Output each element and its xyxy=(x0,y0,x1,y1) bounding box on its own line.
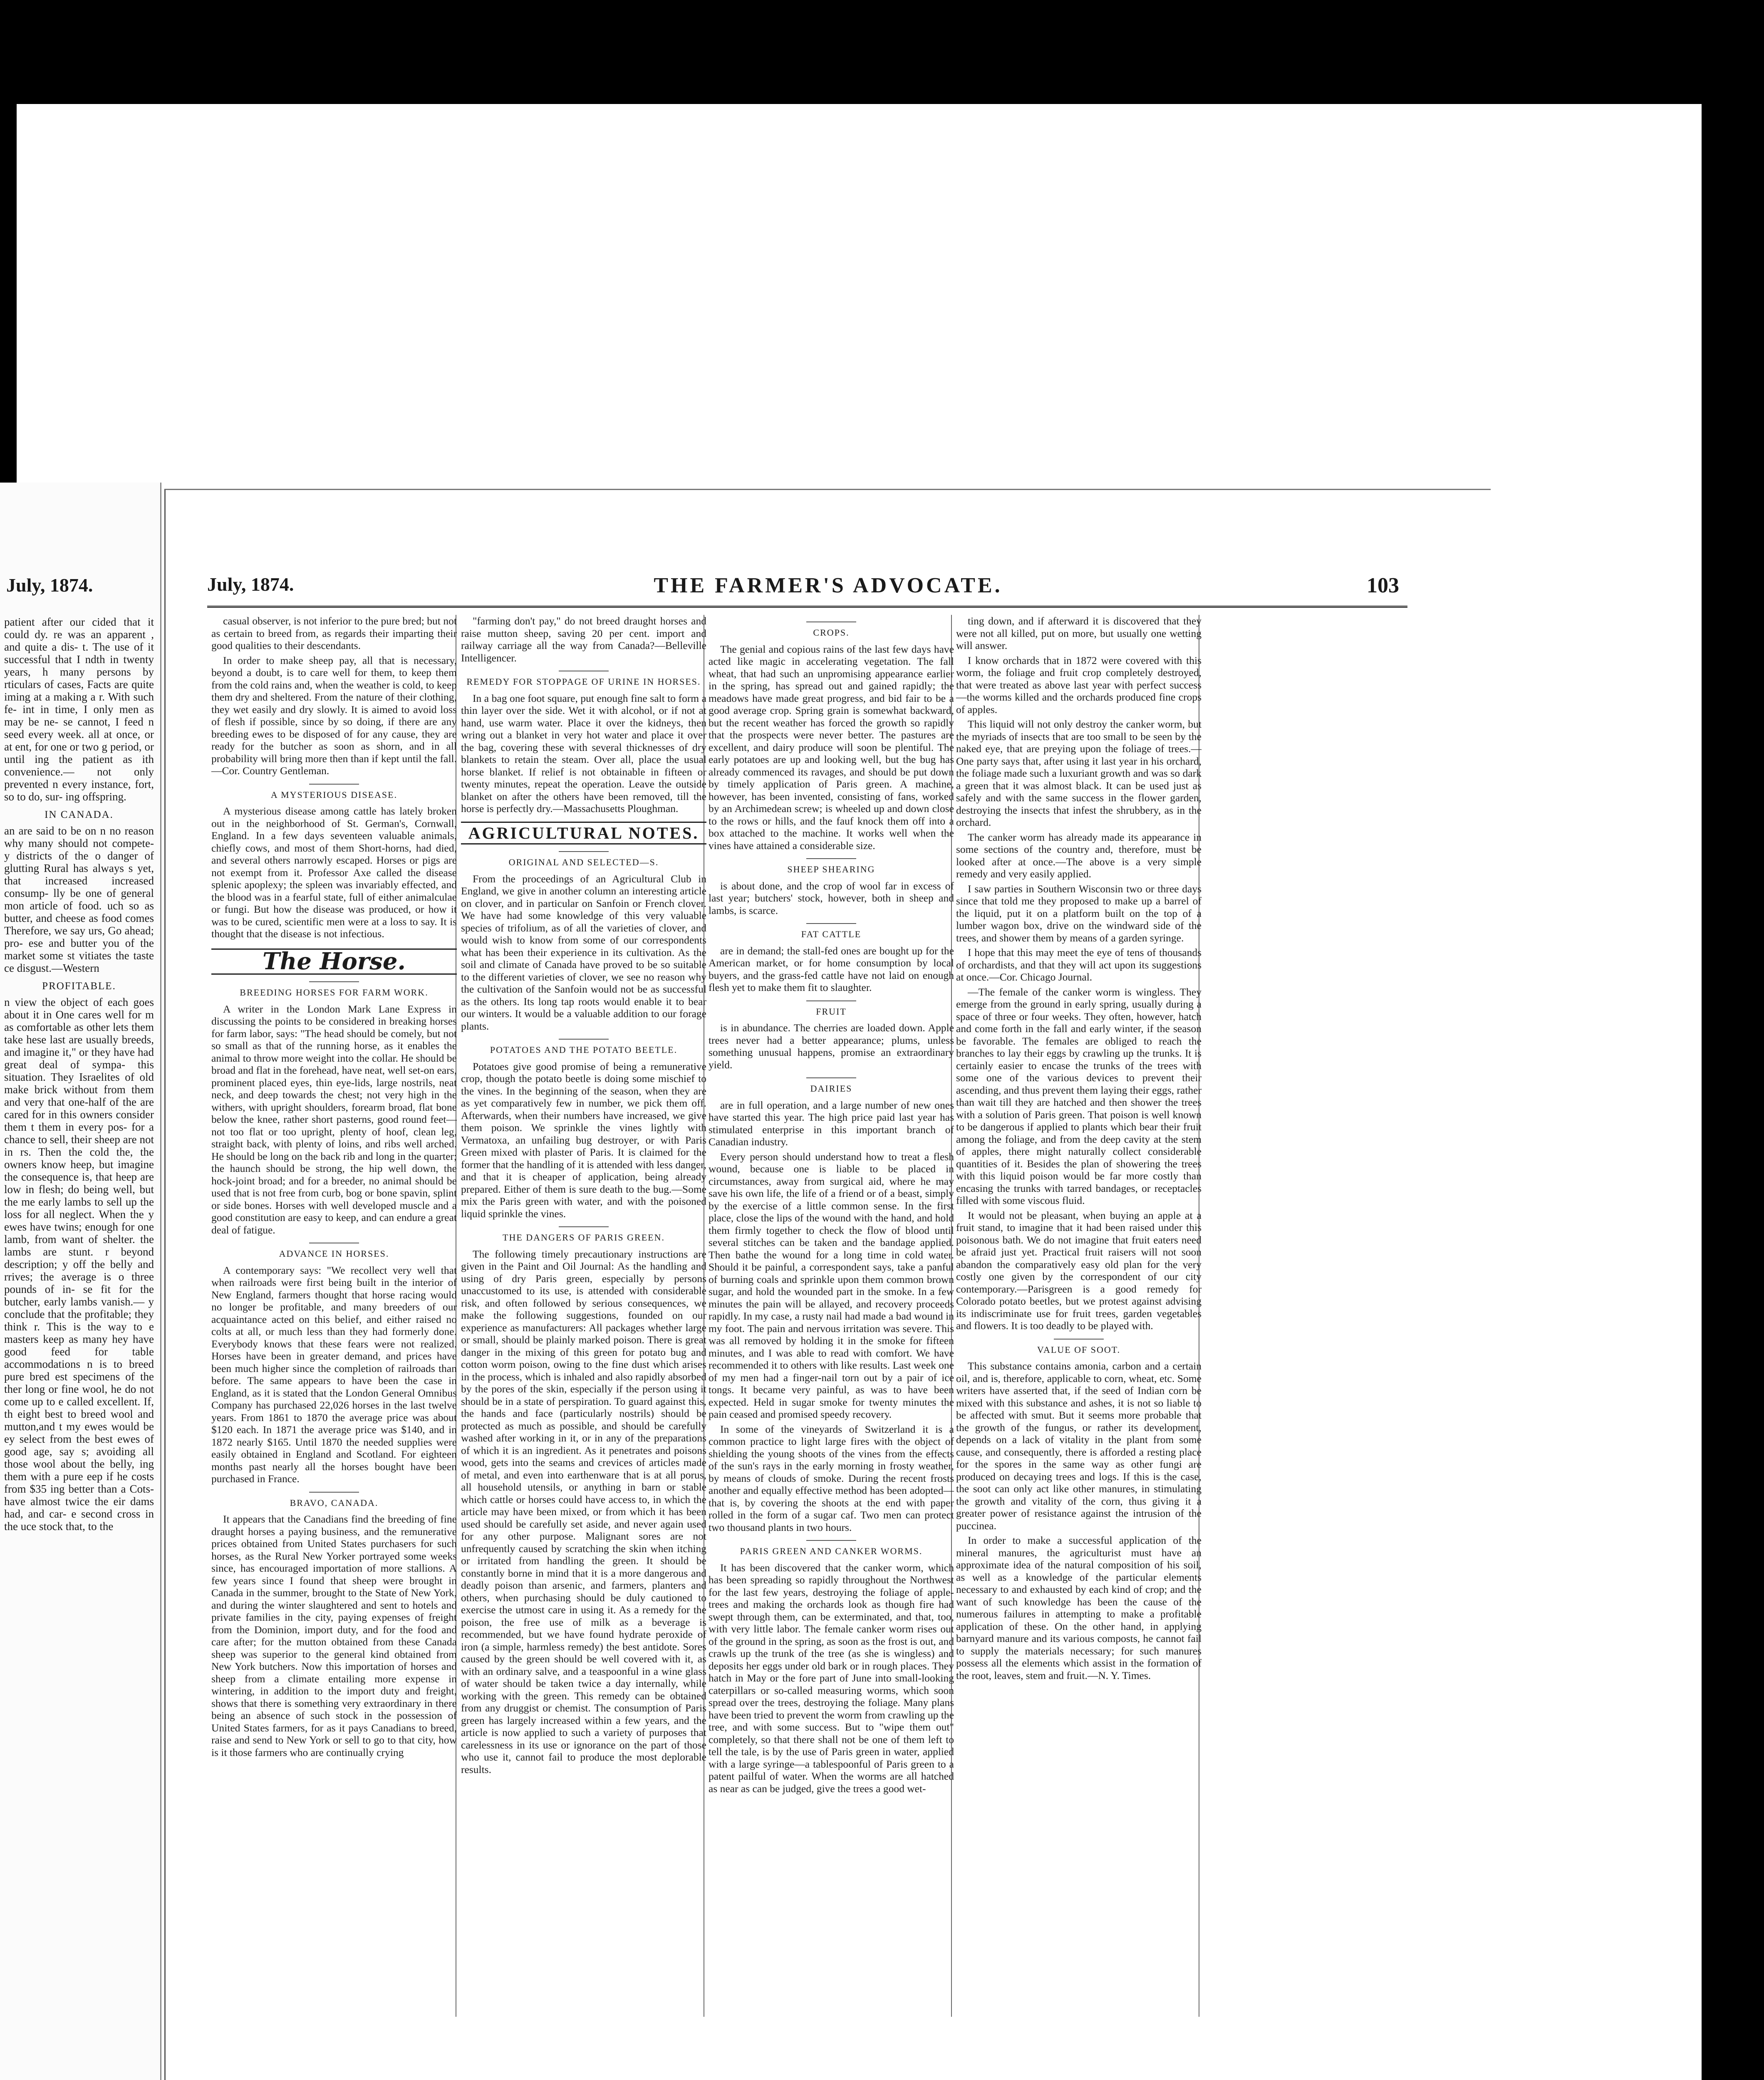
prev-page-date: July, 1874. xyxy=(6,574,93,596)
paragraph: In a bag one foot square, put enough fine salt to form a thin layer over the side. Wet it with alcohol, or if not at hand, use warm water. Place it over the kidneys, then wring out a blanket in very hot water and place it over the bag, covering these with several thicknesses of dry blankets to retain the steam. Over all, place the usual horse blanket. If relief is not obtainable in fifteen or twenty minutes, repeat the operation. Leave the outside blanket on after the others have been removed, till the horse is perfectly dry.—Massachusetts Ploughman. xyxy=(461,692,706,815)
column-2 xyxy=(461,615,706,1778)
paragraph: are in full operation, and a large number of new ones have started this year. The high price paid last year has stimulated enterprise in this important branch of Canadian industry. xyxy=(709,1099,954,1148)
paragraph: casual observer, is not inferior to the pure bred; but not as certain to breed from, as regards their imparting their good qualities to their descendants. xyxy=(211,615,457,651)
previous-page-fragment xyxy=(0,483,161,2080)
paragraph: are in demand; the stall-fed ones are bought up for the American market, or for home consumption by local buyers, and the grass-fed cattle have not laid on enough flesh yet to make them fit to slaughter. xyxy=(709,944,954,993)
paragraph: A mysterious disease among cattle has lately broken out in the neighborhood of St. German's, Cornwall, England. In a few days seventeen valuable animals, chiefly cows, and most of them Short-horns, had died, and several others narrowly escaped. Horses or pigs are not exempt from it. Professor Axe called the disease splenic apoplexy; the spleen was invariably effected, and the blood was in a fearful state, full of either animalculae or fungi. But how the disease was produced, or how it was to be cured, scientific men were at a loss to say. It is thought that the disease is not infectious. xyxy=(211,805,457,940)
paragraph: is in abundance. The cherries are loaded down. Apple trees never had a better appearance; plums, unless something unusual happens, promise an extraordinary yield. xyxy=(709,1022,954,1071)
paragraph: ting down, and if afterward it is discovered that they were not all killed, put on more, but usually one wetting will answer. xyxy=(956,615,1202,651)
paragraph: From the proceedings of an Agricultural Club in England, we give in another column an interesting article on clover, and in particular on Sanfoin or French clover. We have had some knowledge of this very valuable species of trifolium, as of all the varieties of clover, and would wish to know from some of our correspondents what has been their experience in its cultivation. As the soil and climate of Canada have proved to be so suitable to the different varieties of clover, we see no reason why the cultivation of the Sanfoin would not be as successful as the others. Its long tap roots would enable it to bear our winters. It would be a valuable addition to our forage plants. xyxy=(461,872,706,1032)
section-heading-agricultural-notes: AGRICULTURAL NOTES. xyxy=(461,822,706,845)
prev-paragraph: patient after our cided that it could dy. re was an apparent , and quite a dis- t. The use of it successful that I ndth in twenty years, h many persons by rticulars of cases, Facts are quite iming at a making a r. With such fe- int in time, I only men as may be ne- se cannot, I feed n seed every week. all at once, or at ent, for one or two g period, or until ing the patient as ith convenience.— not only prevented n every instance, fort, so to do, sur- ing offspring. xyxy=(4,616,154,803)
paragraph: It would not be pleasant, when buying an apple at a fruit stand, to imagine that it had been raised under this poisonous bath. We do not imagine that fruit eaters need be afraid just yet. Practical fruit raisers will not soon abandon the comparatively easy old plan for the very costly one given by the correspondent of our city contemporary.—Parisgreen is a good remedy for Colorado potato beetles, but we protest against advising its indiscriminate use for fruit trees, garden vegetables and flowers. It is too deadly to be played with. xyxy=(956,1209,1202,1332)
article-heading: FAT CATTLE xyxy=(709,923,954,941)
article-heading: PARIS GREEN AND CANKER WORMS. xyxy=(709,1540,954,1558)
paragraph: A contemporary says: "We recollect very well that when railroads were first being built in the interior of New England, farmers thought that horse racing would no longer be profitable, and many breeders of our acquaintance acted on this belief, and either raised no colts at all, or much less than they had formerly done. Everybody knows that these fears were not realized. Horses have been in greater demand, and prices have been much higher since the completion of railroads than before. The same appears to have been the case in England, as it is stated that the London General Omnibus Company has purchased 22,026 horses in the last twelve years. From 1861 to 1870 the average price was about $120 each. In 1871 the average price was $140, and in 1872 nearly $165. Until 1870 the needed supplies were easily obtained in England and Scotland. For eighteen months past nearly all the horses bought have been purchased in France. xyxy=(211,1264,457,1485)
newspaper-page xyxy=(164,489,1491,2080)
article-heading: VALUE OF SOOT. xyxy=(956,1339,1202,1356)
paragraph: This liquid will not only destroy the canker worm, but the myriads of insects that are too small to be seen by the naked eye, that are preying upon the foliage of trees.—One party says that, after using it last year in his orchard, the foliage made such a luxuriant growth and was so dark a green that it was almost black. It can be used just as safely and with the same success in the flower garden, destroying the insects that infest the shrubbery, as in the orchard. xyxy=(956,718,1202,828)
column-1 xyxy=(211,615,457,1761)
paragraph: Every person should understand how to treat a flesh wound, because one is liable to be placed in circumstances, away from surgical aid, where he may save his own life, the life of a friend or of a beast, simply by the exercise of a little common sense. In the first place, close the lips of the wound with the hand, and hold them firmly together to check the flow of blood until several stitches can be taken and the bandage applied. Then bathe the wound for a long time in cold water. Should it be painful, a correspondent says, take a panful of burning coals and sprinkle upon them common brown sugar, and hold the wounded part in the smoke. In a few minutes the pain will be allayed, and recovery proceeds rapidly. In my case, a rusty nail had made a bad wound in my foot. The pain and nervous irritation was severe. This was all removed by holding it in the smoke for fifteen minutes, and I was able to read with comfort. We have recommended it to others with like results. Last week one of my men had a finger-nail torn out by a pair of ice tongs. It became very painful, as was to have been expected. Held in sugar smoke for twenty minutes the pain ceased and promised speedy recovery. xyxy=(709,1150,954,1420)
paragraph: —The female of the canker worm is wingless. They emerge from the ground in early spring, usually during a space of three or four weeks. They often, however, hatch and come forth in the fall and early winter, if the season be favorable. The females are obliged to reach the branches to lay their eggs by crawling up the trunks. It is certainly easier to encase the trunks of the trees with some one of the various devices to prevent their ascending, and thus prevent them laying their eggs, rather than wait till they are hatched and then shower the trees with a solution of Paris green. That poison is well known to be dangerous if applied to plants which bear their fruit among the foliage, and from the deep cavity at the stem of apples, there might naturally collect considerable quantities of it. Besides the plan of showering the trees with this liquid poison would be far more costly than encasing the trunks with tarred bandages, or receptacles filled with some viscous fluid. xyxy=(956,986,1202,1206)
article-heading: CROPS. xyxy=(709,622,954,639)
article-heading: BREEDING HORSES FOR FARM WORK. xyxy=(211,981,457,999)
paragraph: In order to make a successful application of the mineral manures, the agriculturist must have an approximate idea of the natural composition of his soil, as well as a knowledge of the particular elements necessary to and exhausted by each kind of crop; and the want of such knowledge has been the cause of the numerous failures in attempting to make a profitable application of these. On the other hand, in applying barnyard manure and its various composts, he cannot fail to supply the materials necessary; for such manures possess all the elements which assist in the formation of the root, leaves, stem and fruit.—N. Y. Times. xyxy=(956,1534,1202,1681)
article-heading: FRUIT xyxy=(709,1000,954,1018)
paragraph: In some of the vineyards of Switzerland it is a common practice to light large fires with the object of shielding the young shoots of the vines from the effects of the sun's rays in the early morning in frosty weather, by means of clouds of smoke. During the recent frosts another and equally effective method has been adopted—that is, by covering the shoots at the end with paper rolled in the form of a sugar caf. Two men can protect two thousand plants in two hours. xyxy=(709,1423,954,1533)
paragraph: I saw parties in Southern Wisconsin two or three days since that told me they proposed to make up a barrel of the liquid, put it on a platform built on the top of a lumber wagon box, drive on the windward side of the trees, and shower them by means of a garden syringe. xyxy=(956,882,1202,944)
paragraph: is about done, and the crop of wool far in excess of last year; butchers' stock, however, both in sheep and lambs, is scarce. xyxy=(709,879,954,916)
masthead-title: THE FARMER'S ADVOCATE. xyxy=(654,574,1003,597)
page-number: 103 xyxy=(1367,574,1399,597)
prev-page-text xyxy=(4,616,154,1535)
paragraph: The canker worm has already made its appearance in some sections of the country and, therefore, must be looked after at once.—The above is a very simple remedy and very easily applied. xyxy=(956,831,1202,880)
column-4 xyxy=(956,615,1202,1684)
paragraph: A writer in the London Mark Lane Express in discussing the points to be considered in breaking horses for farm labor, says: "The head should be comely, but not so small as that of the running horse, as it enables the animal to throw more weight into the collar. He should be broad and flat in the forehead, have neat, well set-on ears, prominent placed eyes, thin eye-lids, large nostrils, neat neck, and deep towards the chest; not very high in the withers, with upright shoulders, forearm broad, flat bone below the knee, rather short pasterns, good round feet—not too flat or too upright, plenty of hoof, clean leg, straight back, with plenty of loins, and ribs well arched. He should be long on the back rib and long in the quarter; the haunch should be strong, the hip well down, the hock-joint broad; and for a breeder, no animal should be used that is not free from curb, bog or bone spavin, splint or side bones. Horses with well developed muscle and a good constitution are easy to keep, and can endure a great deal of fatigue. xyxy=(211,1003,457,1236)
paragraph: I know orchards that in 1872 were covered with this worm, the foliage and fruit crop completely destroyed, that were treated as above last year with perfect success—the worms killed and the orchards produced fine crops of apples. xyxy=(956,654,1202,716)
paragraph: It has been discovered that the canker worm, which has been spreading so rapidly throughout the Northwest for the last few years, destroying the foliage of apple-trees and making the orchards look as though fire had swept through them, can be exterminated, and that, too, with very little labor. The female canker worm rises out of the ground in the spring, as soon as the frost is out, and crawls up the trunk of the tree (as she is wingless) and deposits her eggs under old bark or in rough places. They hatch in May or the fore part of June into small-looking caterpillars or so-called measuring worms, which soon spread over the trees, destroying the foliage. Many plans have been tried to prevent the worm from crawling up the tree, and with some success. But to "wipe them out" completely, so that there shall not be one of them left to tell the tale, is by the use of Paris green in water, applied with a large syringe—a tablespoonful of Paris green to a patent pailful of water. When the worms are all hatched as near as can be judged, give the trees a good wet- xyxy=(709,1561,954,1795)
prev-heading: PROFITABLE. xyxy=(42,981,116,992)
section-heading-horse: The Horse. xyxy=(211,948,457,975)
paragraph: The genial and copious rains of the last few days have acted like magic in accelerating vegetation. The fall wheat, that had such an unpromising appearance earlier in the spring, has spread out and gained rapidly; the meadows have made great progress, and bid fair to be a good average crop. Spring grain is somewhat backward, but the recent weather has forced the growth so rapidly that the prospects were never better. The pastures are excellent, and dairy produce will soon be plentiful. The early potatoes are up and looking well, but the bug has already commenced its ravages, and should be put down by timely application of Paris green. A machine, however, has been invented, consisting of fans, worked by an Archimedean screw; is wheeled up and down close to the rows or hills, and the fauf knock them off into a box attached to the machine. It works well when the vines have attained a considerable size. xyxy=(709,643,954,852)
article-heading: DAIRIES xyxy=(709,1077,954,1095)
prev-heading: IN CANADA. xyxy=(45,809,114,820)
header-rule xyxy=(207,606,1407,608)
paragraph: Potatoes give good promise of being a remunerative crop, though the potato beetle is doing some mischief to the vines. In the beginning of the season, when they are as yet comparatively few in number, we pick them off. Afterwards, when their numbers have increased, we give them poison. We sprinkle the vines lightly with Vermatoxa, an unfailing bug destroyer, or with Paris Green mixed with plaster of Paris. It is claimed for the former that the handling of it is attended with less danger, and that it is cheaper of application, being already prepared. Either of them is sure death to the bug.—Some mix the Paris green with water, and with the poisoned liquid sprinkle the vines. xyxy=(461,1060,706,1220)
page-header xyxy=(166,573,1491,602)
scan-border-top xyxy=(0,0,1764,104)
article-heading: ORIGINAL AND SELECTED—S. xyxy=(461,851,706,869)
paragraph: This substance contains amonia, carbon and a certain oil, and is, therefore, applicable to corn, wheat, etc. Some writers have asserted that, if the seed of Indian corn be mixed with this substance and ashes, it is not so liable to be affected with smut. But it seems more probable that the growth of the fungus, or rather its development, depends on a lack of vitality in the plant from some cause, and consequently, there is afforded a resting place for the spores in the same way as other fungi are produced on decaying trees and logs. If this is the case, the soot can only act like other manures, in stimulating the growth and vitality of the corn, thus giving it a greater power of resistance against the intrusion of the puccinea. xyxy=(956,1360,1202,1532)
article-heading: POTATOES AND THE POTATO BEETLE. xyxy=(461,1039,706,1056)
article-heading: REMEDY FOR STOPPAGE OF URINE IN HORSES. xyxy=(461,671,706,688)
paragraph: "farming don't pay," do not breed draught horses and raise mutton sheep, saving 20 per cent. import and railway carriage all the way from Canada?—Belleville Intelligencer. xyxy=(461,615,706,664)
header-date: July, 1874. xyxy=(207,574,294,595)
article-heading: BRAVO, CANADA. xyxy=(211,1492,457,1509)
column-3 xyxy=(709,615,954,1797)
article-heading: SHEEP SHEARING xyxy=(709,858,954,876)
prev-paragraph: an are said to be on n no reason why many should not compete- y districts of the o danger of glutting Rural has always s yet, that increased increased consump- lly be one of general mon article of food. uch so as butter, and cheese as food comes Therefore, we say urs, Go ahead; pro- ese and butter you of the market some st vitiates the taste ce disgust.—Western xyxy=(4,825,154,974)
article-heading: A MYSTERIOUS DISEASE. xyxy=(211,784,457,801)
paragraph: In order to make sheep pay, all that is necessary, beyond a doubt, is to care well for them, to keep them from the cold rains and, when the weather is cold, to keep them dry and sheltered. From the nature of their clothing, they wet easily and dry slowly. It is aimed to avoid loss of flesh if possible, since by so doing, if there are any breeding ewes to be disposed of for any cause, they are ready for the butcher as soon as shorn, and in all probability will bring more then than if kept until the fall.—Cor. Country Gentleman. xyxy=(211,654,457,777)
paragraph: The following timely precautionary instructions are given in the Paint and Oil Journal: As the handling and using of dry Paris green, especially by persons unaccustomed to its use, is attended with considerable risk, and often followed by serious consequences, we make the following suggestions, founded on our experience as manufacturers: All packages whether large or small, should be plainly marked poison. There is great danger in the mixing of this green for potato bug and cotton worm poison, owing to the fine dust which arises in the process, which is inhaled and also rapidly absorbed by the pores of the skin, especially if the person using it should be in a state of perspiration. To guard against this, the hands and face (particularly nostrils) should be protected as much as possible, and should be carefully washed after working in it, or in any of the preparations of which it is an ingredient. As it penetrates and poisons wood, gets into the seams and crevices of articles made of metal, and even into earthenware that is at all porus, all household utensils, or anything in barn or stable which cattle or horses could have access to, in which the article may have been mixed, or from which it has been used should be carefully set aside, and never again used for any other purpose. Malignant sores are not unfrequently caused by scratching the skin when itching or irritated from handling the green. It should be constantly borne in mind that it is a more dangerous and deadly poison than arsenic, and farmers, planters and others, when purchasing should be duly cautioned to exercise the utmost care in using it. As a remedy for the poison, the free use of milk as a beverage is recommended, but we have found hydrate peroxide of iron (a simple, harmless remedy) the best antidote. Sores caused by the green should be well covered with it, as with an ordinary salve, and a teaspoonful in a wine glass of water should be taken twice a day internally, while working with the green. This remedy can be obtained from any druggist or chemist. The consumption of Paris green has largely increased within a few years, and the article is now applied to such a variety of purposes that carelessness in its use or ignorance on the part of those who use it, cannot fail to produce the most deplorable results. xyxy=(461,1248,706,1775)
scan-border-left xyxy=(0,0,17,491)
article-heading: ADVANCE IN HORSES. xyxy=(211,1243,457,1260)
article-heading: THE DANGERS OF PARIS GREEN. xyxy=(461,1226,706,1244)
paragraph: It appears that the Canadians find the breeding of fine draught horses a paying business, and the remunerative prices obtained from United States purchasers for such horses, as the Rural New Yorker portrayed some weeks since, has encouraged importation of more stallions. A few years since I found that sheep were brought in Canada in the summer, brought to the State of New York, and during the winter slaughtered and sent to hotels and private families in the city, paying expenses of freight from the Dominion, import duty, and for the food and care after; for the mutton obtained from these Canada sheep was superior to the general kind obtained from New York butchers. Now this importation of horses and sheep from a climate entailing more expense in wintering, in addition to the import duty and freight, shows that there is something very extraordinary in there being an absence of such stock in the possession of United States farmers, for as it pays Canadians to breed, raise and send to New York or sell to go to that city, how is it those farmers who are continually crying xyxy=(211,1513,457,1758)
scan-border-right xyxy=(1702,0,1764,2080)
prev-paragraph: n view the object of each goes about it in One cares well for m as comfortable as other lets them take hese last are usually breeds, and imagine it," or they have had great deal of sympa- this situation. They Israelites of old make brick without from them and very that one-half of the are cared for in this owners consider them t them in every pos- for a chance to sell, their sheep are not in rs. Then the cold the, the owners know heep, but imagine the consequence is, that heep are low in flesh; do being well, but the me early lambs to sell up the loss for all neglect. When the y ewes have twins; enough for one lamb, from want of shelter. the lambs are stunt. r beyond description; y off the belly and rrives; the average is o three pounds of in- se fit for the butcher, early lambs vanish.— y conclude that the profitable; they think r. This is the way to e masters keep as many hey have good feed for table accommodations n is to breed pure bred est specimens of the ther long or fine wool, he do not come up to e called excellent. If, th eight best to breed wool and mutton,and t my ewes would be ey select from the best ewes of good age, say s; avoiding all those wool about the belly, ing them with a pure eep if he costs from $35 ing better than a Cots- have almost twice the eir dams had, and car- e second cross in the uce stock that, to the xyxy=(4,996,154,1533)
paragraph: I hope that this may meet the eye of tens of thousands of orchardists, and that they will act upon its suggestions at once.—Cor. Chicago Journal. xyxy=(956,946,1202,983)
